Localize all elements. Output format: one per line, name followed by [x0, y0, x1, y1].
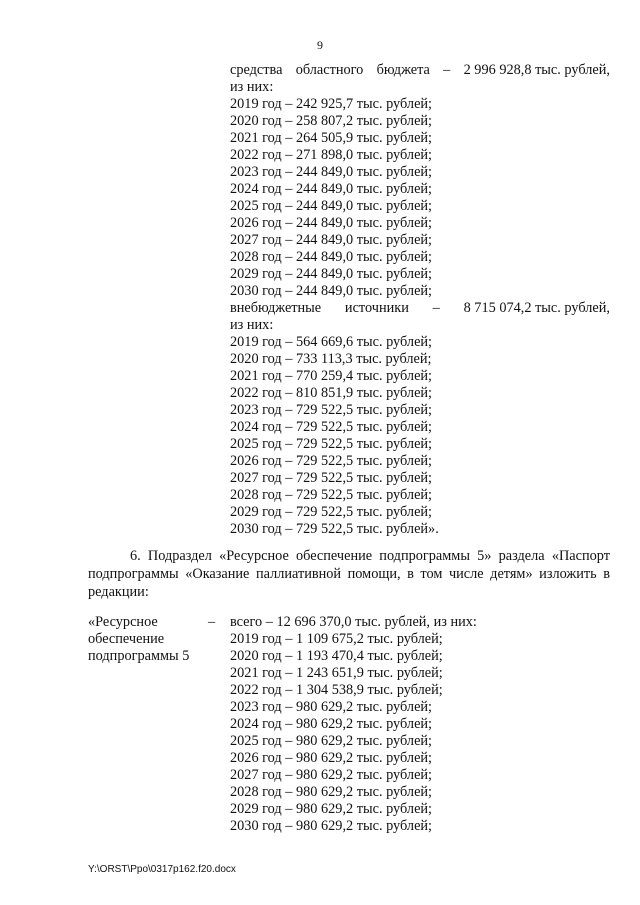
year-line: 2023 год – 980 629,2 тыс. рублей;	[230, 699, 433, 715]
page-number: 9	[317, 38, 323, 52]
header-word: областного	[295, 62, 364, 78]
resource-total: всего – 12 696 370,0 тыс. рублей, из них:	[230, 614, 477, 630]
year-line: 2025 год – 729 522,5 тыс. рублей;	[230, 436, 433, 452]
extrabudget-subheader: из них:	[230, 317, 274, 333]
regional-budget-subheader: из них:	[230, 79, 274, 95]
year-line: 2029 год – 729 522,5 тыс. рублей;	[230, 504, 433, 520]
header-word: источники	[344, 300, 409, 316]
label-line: «Ресурсное	[88, 614, 158, 630]
year-line: 2025 год – 980 629,2 тыс. рублей;	[230, 733, 433, 749]
header-word: –	[443, 62, 451, 78]
year-line: 2028 год – 244 849,0 тыс. рублей;	[230, 249, 433, 265]
year-line: 2026 год – 244 849,0 тыс. рублей;	[230, 215, 433, 231]
year-line: 2026 год – 980 629,2 тыс. рублей;	[230, 750, 433, 766]
year-line: 2030 год – 980 629,2 тыс. рублей;	[230, 818, 433, 834]
year-line: 2026 год – 729 522,5 тыс. рублей;	[230, 453, 433, 469]
header-amount: 8 715 074,2 тыс. рублей,	[463, 300, 610, 316]
year-line: 2023 год – 729 522,5 тыс. рублей;	[230, 402, 433, 418]
year-line: 2022 год – 271 898,0 тыс. рублей;	[230, 147, 433, 163]
year-line: 2019 год – 564 669,6 тыс. рублей;	[230, 334, 433, 350]
header-word: –	[432, 300, 440, 316]
header-word: средства	[230, 62, 283, 78]
label-line: подпрограммы 5	[88, 648, 190, 664]
year-line: 2030 год – 244 849,0 тыс. рублей;	[230, 283, 433, 299]
footer-file-path: Y:\ORST\Ppo\0317p162.f20.docx	[88, 864, 236, 875]
year-line: 2020 год – 1 193 470,4 тыс. рублей;	[230, 648, 443, 664]
year-line: 2022 год – 810 851,9 тыс. рублей;	[230, 385, 433, 401]
year-line: 2019 год – 242 925,7 тыс. рублей;	[230, 96, 433, 112]
year-line: 2021 год – 770 259,4 тыс. рублей;	[230, 368, 433, 384]
year-line: 2024 год – 729 522,5 тыс. рублей;	[230, 419, 433, 435]
year-line: 2029 год – 244 849,0 тыс. рублей;	[230, 266, 433, 282]
year-line: 2021 год – 264 505,9 тыс. рублей;	[230, 130, 433, 146]
year-line: 2025 год – 244 849,0 тыс. рублей;	[230, 198, 433, 214]
resource-dash: –	[208, 614, 216, 630]
header-word: внебюджетные	[230, 300, 322, 316]
regional-budget-header	[230, 62, 610, 79]
year-line: 2021 год – 1 243 651,9 тыс. рублей;	[230, 665, 443, 681]
year-line: 2024 год – 980 629,2 тыс. рублей;	[230, 716, 433, 732]
paragraph-6: 6. Подраздел «Ресурсное обеспечение подпрограммы 5» раздела «Паспорт подпрограммы «Оказание паллиативной помощи, в том числе детям» изложить в редакции:	[88, 548, 610, 600]
label-line: обеспечение	[88, 631, 165, 647]
year-line: 2027 год – 244 849,0 тыс. рублей;	[230, 232, 433, 248]
header-word: бюджета	[376, 62, 430, 78]
year-line: 2023 год – 244 849,0 тыс. рублей;	[230, 164, 433, 180]
year-line: 2030 год – 729 522,5 тыс. рублей».	[230, 521, 439, 537]
year-line: 2028 год – 980 629,2 тыс. рублей;	[230, 784, 433, 800]
year-line: 2020 год – 258 807,2 тыс. рублей;	[230, 113, 433, 129]
year-line: 2024 год – 244 849,0 тыс. рублей;	[230, 181, 433, 197]
year-line: 2027 год – 729 522,5 тыс. рублей;	[230, 470, 433, 486]
year-line: 2022 год – 1 304 538,9 тыс. рублей;	[230, 682, 443, 698]
year-line: 2027 год – 980 629,2 тыс. рублей;	[230, 767, 433, 783]
extrabudget-header	[230, 300, 610, 317]
header-amount: 2 996 928,8 тыс. рублей,	[463, 62, 610, 78]
year-line: 2028 год – 729 522,5 тыс. рублей;	[230, 487, 433, 503]
year-line: 2019 год – 1 109 675,2 тыс. рублей;	[230, 631, 443, 647]
year-line: 2020 год – 733 113,3 тыс. рублей;	[230, 351, 432, 367]
year-line: 2029 год – 980 629,2 тыс. рублей;	[230, 801, 433, 817]
